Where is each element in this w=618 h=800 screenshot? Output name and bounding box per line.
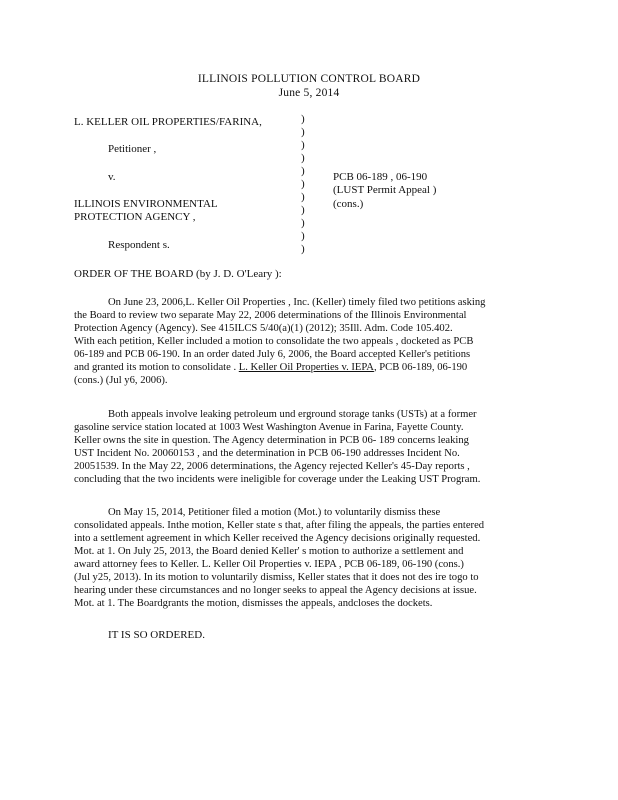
paragraph-procedural-history	[74, 296, 536, 387]
paragraph-line-with-citation	[74, 361, 536, 374]
case-type: (LUST Permit Appeal )	[333, 184, 437, 196]
paragraph-line: Both appeals involve leaking petroleum und erground storage tanks (USTs) at a former	[108, 409, 477, 420]
case-consolidated: (cons.)	[333, 198, 364, 210]
paragraph-line: With each petition, Keller included a motion to consolidate the two appeals , docketed as PCB	[74, 336, 474, 347]
board-title: ILLINOIS POLLUTION CONTROL BOARD	[197, 73, 421, 85]
paren: )	[301, 165, 305, 177]
paragraph-line: Protection Agency (Agency). See 415ILCS 5/40(a)(1) (2012); 35Ill. Adm. Code 105.402.	[74, 323, 453, 334]
paren: )	[301, 204, 305, 216]
respondent-name-line1: ILLINOIS ENVIRONMENTAL	[74, 198, 218, 210]
paren: )	[301, 178, 305, 190]
paragraph-line: Mot. at 1. On July 25, 2013, the Board denied Keller' s motion to authorize a settlement and	[74, 546, 464, 557]
case-number: PCB 06-189 , 06-190	[333, 171, 428, 183]
paragraph-dismissal	[74, 506, 536, 610]
paren: )	[301, 113, 305, 125]
paragraph-line: consolidated appeals. Inthe motion, Keller state s that, after filing the appeals, the parties entered	[74, 520, 485, 531]
paragraph-line: hearing under these circumstances and no longer seeks to appeal the Agency decisions at issue.	[74, 585, 477, 596]
paren: )	[301, 191, 305, 203]
petitioner-role: Petitioner ,	[108, 143, 157, 155]
paragraph-line: Mot. at 1. The Boardgrants the motion, dismisses the appeals, andcloses the dockets.	[74, 598, 433, 609]
paragraph-line: (cons.) (Jul y6, 2006).	[74, 375, 168, 386]
paragraph-line: On June 23, 2006,L. Keller Oil Properties , Inc. (Keller) timely filed two petitions asking	[108, 297, 486, 308]
paren: )	[301, 139, 305, 151]
paragraph-line: Keller owns the site in question. The Agency determination in PCB 06- 189 concerns leaking	[74, 435, 469, 446]
paragraph-line: into a settlement agreement in which Keller received the Agency decisions originally requested.	[74, 533, 481, 544]
paragraph-line: 20051539. In the May 22, 2006 determinations, the Agency rejected Keller's 45-Day reports ,	[74, 461, 470, 472]
paren: )	[301, 152, 305, 164]
paren: )	[301, 126, 305, 138]
paragraph-line: UST Incident No. 20060153 , and the determination in PCB 06-190 addresses Incident No.	[74, 448, 460, 459]
paragraph-background	[74, 408, 536, 486]
versus: v.	[108, 171, 116, 183]
paragraph-line: award attorney fees to Keller. L. Keller Oil Properties v. IEPA , PCB 06-189, 06-190 (cons.)	[74, 559, 464, 570]
order-heading: ORDER OF THE BOARD (by J. D. O'Leary ):	[74, 268, 282, 280]
paren: )	[301, 230, 305, 242]
closing-statement: IT IS SO ORDERED.	[108, 629, 205, 641]
paragraph-line: 06-189 and PCB 06-190. In an order dated July 6, 2006, the Board accepted Keller's petitions	[74, 349, 471, 360]
caption-parentheses	[301, 113, 305, 256]
paren: )	[301, 217, 305, 229]
respondent-name-line2: PROTECTION AGENCY ,	[74, 211, 196, 223]
paragraph-line: gasoline service station located at 1003 West Washington Avenue in Farina, Fayette County.	[74, 422, 464, 433]
paragraph-line: concluding that the two incidents were ineligible for coverage under the Leaking UST Program.	[74, 474, 481, 485]
paren: )	[301, 243, 305, 255]
case-citation-tail: , PCB 06-189, 06-190	[373, 362, 468, 373]
case-citation: L. Keller Oil Properties v. IEPA	[238, 362, 374, 373]
respondent-role: Respondent s.	[108, 239, 170, 251]
paragraph-line: and granted its motion to consolidate .	[74, 362, 237, 373]
paragraph-line: (Jul y25, 2013). In its motion to voluntarily dismiss, Keller states that it does not des ire togo to	[74, 572, 479, 583]
paragraph-line: the Board to review two separate May 22, 2006 determinations of the Illinois Environmental	[74, 310, 467, 321]
order-date: June 5, 2014	[278, 87, 340, 99]
petitioner-name: L. KELLER OIL PROPERTIES/FARINA,	[74, 116, 262, 128]
paragraph-line: On May 15, 2014, Petitioner filed a motion (Mot.) to voluntarily dismiss these	[108, 507, 441, 518]
